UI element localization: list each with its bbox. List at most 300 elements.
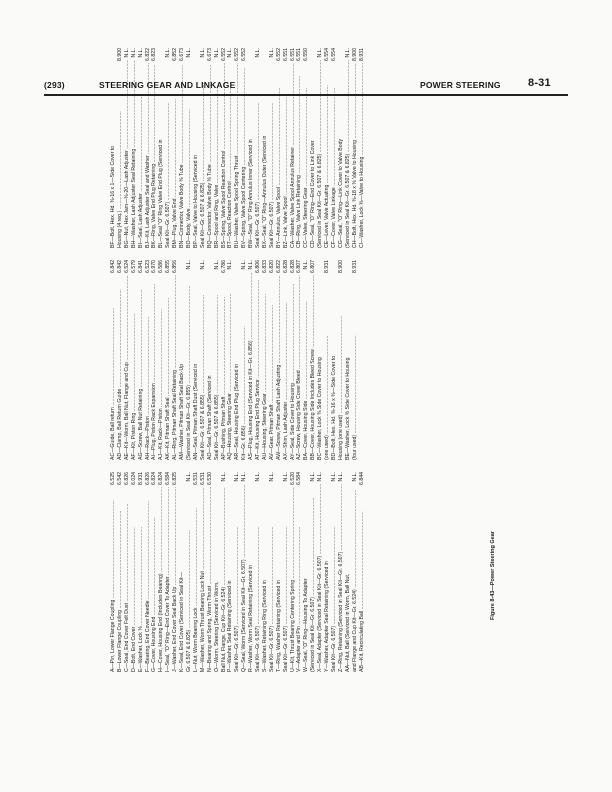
- figure-caption: Figure 8-43—Power Steering Gear: [490, 531, 496, 620]
- part-group-number: [324, 472, 331, 474]
- part-description: (one used) .....: [324, 275, 331, 460]
- parts-list-item: [179, 48, 186, 248]
- part-group-number: 6.552: [275, 48, 282, 61]
- parts-list-item: [303, 48, 310, 248]
- part-description: AG—Screw, Ball Nut Retaining .....: [138, 275, 145, 460]
- parts-list-item: [317, 260, 324, 460]
- part-group-number: N.L.: [213, 48, 220, 58]
- part-description: CA—Washer, Valve Spool Annulus Retainer .....: [290, 63, 297, 248]
- part-group-number: 6.551: [289, 48, 296, 61]
- part-group-number: N.L.: [123, 48, 130, 58]
- parts-list-item: [248, 260, 255, 460]
- part-description: BC—Washer, Lock ⅜ Side Cover to Housing: [317, 357, 324, 460]
- part-description: K—Seal, End Cover (Serviced in Seal Kit—: [179, 572, 186, 672]
- parts-list-item: [331, 472, 338, 672]
- parts-list-item: [193, 48, 200, 248]
- part-group-number: [338, 48, 345, 50]
- part-description: AI—Plug, Piston Rack Expansion .....: [151, 275, 158, 460]
- part-description: AV—Gear, Pitman Shaft .....: [269, 275, 276, 460]
- part-description: V—Adapter and Pin .....: [296, 487, 303, 672]
- part-group-number: N.L.: [213, 260, 220, 270]
- part-description: Housing (one used) .....: [338, 275, 345, 460]
- part-description: AC—Guide, Ball return .....: [110, 275, 117, 460]
- part-description: AN—Seal, Pitman Shaft Dust (Serviced in: [192, 363, 199, 460]
- part-description: CB—Ring, Valve Link Retaining .....: [296, 63, 303, 248]
- part-description: I—Seal, "O" Ring—End Cover To Adapter .....: [165, 487, 172, 672]
- parts-list-item: [138, 260, 145, 460]
- parts-list-item: [324, 260, 331, 460]
- parts-list-item: [255, 260, 262, 460]
- parts-list-item: [165, 260, 172, 460]
- part-group-number: N.L.: [130, 48, 137, 58]
- parts-list-item: [165, 472, 172, 672]
- part-description: AQ—Housing, Steering Gear .....: [227, 272, 234, 460]
- part-description: BO—Body, Valve .....: [186, 60, 193, 248]
- part-description: CI—Washer, Lock ⅜—Valve to Housing .....: [359, 63, 366, 248]
- part-group-number: 8.931: [137, 472, 144, 485]
- part-group-number: 6.551: [296, 48, 303, 61]
- part-description: and Flange and Cup Kit—Gr. 6.524) .....: [352, 484, 359, 672]
- parts-list-item: [214, 472, 221, 672]
- parts-list-item: [221, 260, 228, 460]
- part-description: P—Washer, Seal Retaining (Serviced in: [227, 580, 234, 672]
- part-group-number: N.L.: [234, 472, 241, 482]
- part-description: AM—Washer, Pitman Shaft Seal Back-Up: [179, 363, 186, 460]
- parts-list-item: [241, 472, 248, 672]
- parts-list-item: [331, 260, 338, 460]
- part-description: CC—Valve, Steering Gear .....: [303, 63, 310, 248]
- part-description: BD—Bolt, Hex. Hd. ⅜-16 x ⅜—Side Cover to: [331, 355, 337, 460]
- part-group-number: N.L.: [303, 260, 310, 270]
- parts-list-item: [227, 260, 234, 460]
- part-group-number: [345, 260, 352, 262]
- part-group-number: 6.552: [241, 48, 248, 61]
- parts-list-item: [276, 48, 283, 248]
- part-group-number: N.L.: [255, 472, 262, 482]
- part-description: M—Washer, Worm Thrust Bearing Lock Nut .....: [200, 487, 207, 672]
- parts-list-item: [303, 472, 310, 672]
- part-group-number: 6.842: [116, 260, 123, 273]
- part-description: Y—Washer, Adapter Seal Retaining (Serviced in: [324, 561, 331, 672]
- part-group-number: 6.807: [310, 260, 317, 273]
- part-description: G—Cover, Housing End .....: [151, 487, 158, 672]
- part-group-number: 6.841: [137, 260, 144, 273]
- part-group-number: N.L.: [137, 48, 144, 58]
- parts-list-item: [310, 48, 317, 248]
- part-group-number: 6.584: [296, 472, 303, 485]
- part-group-number: 6.970: [151, 260, 158, 273]
- part-group-number: 6.586: [158, 260, 165, 273]
- part-group-number: N.L.: [337, 472, 344, 482]
- part-group-number: [317, 260, 324, 262]
- part-description: Seal Kit—Gr. 6.507 & 6.825) .....: [200, 60, 207, 248]
- part-group-number: 6.822: [275, 260, 282, 273]
- part-group-number: [193, 260, 200, 262]
- parts-list-item: [296, 260, 303, 460]
- page-number: 8-31: [528, 77, 551, 89]
- parts-list-item: [234, 48, 241, 248]
- part-description: Z—Ring, Retaining (Serviced in Seal Kit—Gr. 6.507) .....: [338, 484, 345, 672]
- part-group-number: 6.554: [324, 48, 331, 61]
- parts-list-item: [331, 48, 338, 248]
- part-group-number: 8.900: [337, 260, 344, 273]
- parts-list-item: [352, 472, 359, 672]
- part-group-number: 6.786: [220, 260, 227, 273]
- parts-list-item: [338, 472, 345, 672]
- part-group-number: [262, 472, 269, 474]
- part-description: F—Bearing, End Cover Needle .....: [145, 487, 152, 672]
- parts-list-item: [262, 260, 269, 460]
- parts-column-3: [110, 48, 366, 248]
- part-group-number: 6.822: [144, 48, 151, 61]
- parts-list-item: [124, 48, 131, 248]
- part-group-number: 6.842: [110, 260, 116, 273]
- parts-list-item: [193, 472, 200, 672]
- part-description: C—Seal, End Cover Felt Dust .....: [124, 487, 131, 672]
- part-group-number: N.L.: [317, 472, 324, 482]
- parts-list-item: [200, 260, 207, 460]
- part-description: Seal Kit—Gr. 6.507) .....: [269, 484, 276, 672]
- part-description: D—Bolt, End Cover .....: [131, 487, 138, 672]
- part-description: Seal Kit—Gr. 6.507) .....: [255, 484, 262, 672]
- part-description: AR—Seal, Housing End Plug (Serviced in: [234, 363, 241, 460]
- parts-column-1: [110, 472, 366, 672]
- parts-list-item: [165, 48, 172, 248]
- part-description: Gr. 6.507 & 6.825) .....: [186, 484, 193, 672]
- parts-list-item: [227, 48, 234, 248]
- part-group-number: 6.833: [261, 260, 268, 273]
- part-group-number: 6.551: [282, 48, 289, 61]
- parts-list-item: [352, 260, 359, 460]
- part-description: BI—Seal, Lash Adjuster .....: [138, 60, 145, 248]
- part-group-number: [214, 472, 221, 474]
- parts-list-item: [207, 48, 214, 248]
- parts-list-item: [296, 472, 303, 672]
- parts-list-item: [310, 472, 317, 672]
- part-group-number: [262, 48, 269, 50]
- part-description: L—Nut, Worm Bearing Lock .....: [193, 487, 200, 672]
- part-description: AE—Kit—Worm, Ball Nut, Flange and Cup .....: [124, 275, 131, 460]
- part-description: BV—Spring, Valve Spool Centering .....: [241, 63, 248, 248]
- part-group-number: 6.828: [289, 260, 296, 273]
- part-description: J—Washer, End Cover Seal Back Up .....: [172, 487, 179, 672]
- part-group-number: 6.531: [192, 472, 199, 485]
- part-group-number: 6.855: [165, 260, 172, 273]
- part-description: S—Washer, Retaining Ring (Serviced in: [261, 580, 268, 672]
- part-description: N—Bearing and Spring, Worm Thrust .....: [207, 487, 214, 672]
- part-description: (Serviced in Seal Kit—Gr. 6.507 & 6.825) .....: [317, 60, 324, 248]
- part-description: U—Kit, Thrust Bearing Centering Spring .....: [290, 487, 297, 672]
- part-group-number: [193, 48, 200, 50]
- part-description: BH—Washer, Lash Adjuster Seal Retaining .....: [131, 60, 138, 248]
- part-group-number: 6.673: [179, 48, 186, 61]
- part-description: Seal Kit—Gr. 6.507) .....: [165, 60, 172, 248]
- part-description: AO—Seal, Pitman Shaft (Serviced in: [206, 375, 213, 460]
- parts-list-item: [283, 472, 290, 672]
- parts-list-item: [131, 260, 138, 460]
- parts-list-item: [290, 472, 297, 672]
- part-description: AH—Rack—Piston .....: [145, 275, 152, 460]
- part-group-number: N.L.: [268, 48, 275, 58]
- parts-list-item: [283, 48, 290, 248]
- part-group-number: [234, 260, 241, 262]
- parts-list-item: [276, 472, 283, 672]
- part-group-number: 6.542: [116, 472, 123, 485]
- part-description: BJ—Kit, Lash Adjuster Seal and Washer .....: [145, 63, 152, 248]
- part-description: O—Worm, Steering (Serviced in Worm,: [213, 581, 220, 672]
- part-group-number: 6.823: [151, 48, 158, 61]
- parts-list-item: [186, 472, 193, 672]
- parts-list-item: [151, 48, 158, 248]
- parts-list-item: [131, 48, 138, 248]
- part-group-number: N.L.: [185, 260, 192, 270]
- part-group-number: [276, 472, 283, 474]
- parts-list-item: [345, 48, 352, 248]
- part-group-number: 8.931: [358, 48, 365, 61]
- part-group-number: 8.931: [324, 260, 331, 273]
- parts-list-item: [345, 260, 352, 460]
- parts-list-item: [283, 260, 290, 460]
- part-description: AK—Kit, Pitman Shaft Seal .....: [165, 275, 172, 460]
- parts-list-item: [359, 48, 366, 248]
- part-description: (Serviced in Seal Kit—Gr. 6.507 & 6.825) .....: [345, 60, 352, 248]
- parts-list-item: [158, 472, 165, 672]
- part-group-number: 6.520: [289, 472, 296, 485]
- parts-list-item: [303, 260, 310, 460]
- part-group-number: 6.673: [206, 48, 213, 61]
- part-group-number: N.L.: [227, 260, 234, 270]
- parts-list-item: [234, 472, 241, 672]
- part-description: CH—Bolt, Hex. Hd. ⅜-18 x ⅜ Valve to Housing .....: [352, 63, 359, 248]
- part-group-number: [158, 48, 165, 50]
- parts-column-2: [110, 260, 359, 460]
- parts-list-item: [117, 48, 124, 248]
- part-group-number: 6.828: [282, 260, 289, 273]
- part-group-number: 6.852: [172, 48, 179, 61]
- part-description: Seal Kit—Gr. 6.507) .....: [283, 484, 290, 672]
- part-description: AJ—Kit, Rack—Piston .....: [158, 275, 165, 460]
- part-group-number: 8.931: [351, 260, 358, 273]
- part-description: AA—Nut, Ball (Serviced in Worm, Ball Nut,: [344, 573, 351, 672]
- chapter-title: STEERING GEAR AND LINKAGE: [99, 80, 236, 90]
- parts-list-item: [172, 472, 179, 672]
- parts-list-item: [290, 260, 297, 460]
- part-description: AL—Ring, Pitman Shaft Seal Retaining .....: [172, 275, 179, 460]
- part-group-number: 8.900: [351, 48, 358, 61]
- part-group-number: [310, 48, 317, 50]
- part-group-number: N.L.: [255, 48, 262, 58]
- parts-list-item: [234, 260, 241, 460]
- part-description: BZ—Link, Valve Spool .....: [283, 63, 290, 248]
- part-group-number: N.L.: [331, 472, 337, 482]
- part-description: CG—Seal, "O" Ring—Link Cover to Valve Body: [337, 138, 344, 248]
- part-description: CD—Seal, "O" Ring—End Cover to Link Cover: [310, 140, 317, 248]
- part-description: AW—Screw, Pitman Shaft Lash Adjusting .....: [276, 275, 283, 460]
- part-description: BR—Spool and Ring, Valve .....: [214, 60, 221, 248]
- parts-list-item: [248, 48, 255, 248]
- part-group-number: [227, 472, 234, 474]
- parts-list-item: [324, 48, 331, 248]
- parts-list-item: [262, 48, 269, 248]
- parts-list-item: [269, 48, 276, 248]
- part-description: E—Washer, Lock ⅜ .....: [138, 487, 145, 672]
- parts-list-item: [338, 48, 345, 248]
- part-description: AT—Kit, Housing End Plug Service .....: [255, 275, 262, 460]
- part-group-number: 6.524: [123, 260, 130, 273]
- section-title: POWER STEERING: [420, 80, 501, 90]
- parts-list-item: [131, 472, 138, 672]
- parts-list-item: [145, 48, 152, 248]
- parts-list-item: [172, 260, 179, 460]
- part-description: AU—Housing, Steering Gear .....: [262, 275, 269, 460]
- parts-list-item: [145, 260, 152, 460]
- part-description: Ball Nut, Flange, Cup Kit—Gr. 6.524) .....: [221, 484, 228, 672]
- parts-list-item: [138, 48, 145, 248]
- part-group-number: 6.807: [296, 260, 303, 273]
- parts-list-item: [151, 260, 158, 460]
- part-group-number: N.L.: [185, 48, 192, 58]
- part-group-number: N.L.: [199, 48, 206, 58]
- parts-list-item: [276, 260, 283, 460]
- part-group-number: 6.024: [130, 472, 137, 485]
- parts-list-item: [214, 48, 221, 248]
- parts-list-item: [193, 260, 200, 460]
- parts-list-item: [158, 48, 165, 248]
- parts-list-item: [172, 48, 179, 248]
- parts-list-item: [110, 472, 117, 672]
- parts-list-item: [227, 472, 234, 672]
- part-group-number: 6.523: [144, 260, 151, 273]
- parts-list-item: [124, 472, 131, 672]
- part-description: AY—Seal, Side Cover to Housing .....: [290, 275, 297, 460]
- parts-list-item: [359, 472, 366, 672]
- part-group-number: [331, 260, 338, 262]
- parts-list-item: [117, 260, 124, 460]
- part-group-number: N.L.: [220, 472, 227, 482]
- part-group-number: 6.550: [303, 48, 310, 61]
- parts-list-item: [310, 260, 317, 460]
- parts-list-item: [145, 472, 152, 672]
- parts-list-item: [352, 48, 359, 248]
- part-description: AX—Shim, Lash Adjuster .....: [283, 275, 290, 460]
- parts-list-item: [200, 472, 207, 672]
- part-description: BM—Plug, Valve End .....: [172, 63, 179, 248]
- part-group-number: [207, 260, 214, 262]
- part-group-number: N.L.: [241, 260, 248, 270]
- part-group-number: N.L.: [227, 48, 234, 58]
- parts-list-item: [207, 260, 214, 460]
- part-description: (four used) .....: [352, 275, 359, 460]
- part-description: T—Ring, Washer Retaining (Serviced in: [275, 580, 282, 672]
- parts-list-item: [214, 260, 221, 460]
- part-description: BG—Nut, Hex Jam—⅜-20—Lash Adjuster .....: [124, 60, 131, 248]
- part-description: BS—Spring, Valve Spool Reaction Control .....: [221, 63, 228, 248]
- part-description: A—Pin, Lower Flange Coupling .....: [110, 487, 117, 672]
- part-description: BF—Bolt, Hex. Hd. ⅜-16 x 1—Side Cover to: [110, 145, 116, 248]
- part-description: AZ—Screw, Housing Side Cover Bleed .....: [296, 275, 303, 460]
- parts-list-item: [317, 48, 324, 248]
- part-group-number: N.L.: [248, 260, 255, 270]
- parts-legend: [110, 32, 530, 672]
- part-group-number: [179, 472, 186, 474]
- part-description: R—Washer, Worm Seal Retaining (Serviced in: [248, 565, 255, 672]
- parts-list-item: [124, 260, 131, 460]
- part-group-number: [345, 472, 352, 474]
- part-description: W—Seal, "O" Ring—Housing To Adapter: [303, 578, 310, 672]
- part-group-number: N.L.: [241, 472, 248, 482]
- part-description: AB—Kit, Recirculating Ball .....: [359, 487, 366, 672]
- parts-list-item: [200, 48, 207, 248]
- part-description: Seal Kit—Gr. 6.507 & 6.855) .....: [200, 272, 207, 460]
- parts-list-item: [269, 472, 276, 672]
- part-group-number: 6.579: [130, 260, 137, 273]
- part-description: (Serviced in Seal Kit—Gr. 6.855) .....: [186, 272, 193, 460]
- parts-list-item: [324, 472, 331, 672]
- parts-list-item: [296, 48, 303, 248]
- parts-list-item: [338, 260, 345, 460]
- part-description: CF—Cover, Valve Linkage .....: [331, 63, 338, 248]
- part-description: AP—Bushing, Pitman Shaft .....: [221, 275, 228, 460]
- part-group-number: [248, 48, 255, 50]
- part-description: BQ—Connector, Valve Body ⅜ Tube .....: [207, 63, 214, 248]
- part-group-number: 6.554: [331, 48, 337, 61]
- parts-list-item: [186, 260, 193, 460]
- part-group-number: 6.525: [110, 472, 116, 485]
- part-description: BP—Seal, Valve to Housing (Serviced in: [192, 154, 199, 248]
- part-group-number: 6.844: [358, 472, 365, 485]
- part-group-number: N.L.: [317, 48, 324, 58]
- part-group-number: [248, 472, 255, 474]
- part-description: BB—Cover, Housing Side Includes Bleed Screw .....: [310, 275, 317, 460]
- part-group-number: [303, 472, 310, 474]
- part-description: AF—Kit, Piston Ring .....: [131, 275, 138, 460]
- parts-list-item: [117, 472, 124, 672]
- part-description: Seal Kit—Gr. 6.507) .....: [269, 60, 276, 248]
- part-group-number: N.L.: [344, 48, 351, 58]
- part-group-number: 6.820: [268, 260, 275, 273]
- parts-list-item: [290, 48, 297, 248]
- part-group-number: N.L.: [268, 472, 275, 482]
- parts-list-item: [151, 472, 158, 672]
- parts-list-item: [345, 472, 352, 672]
- parts-list-item: [110, 48, 117, 248]
- part-group-number: 6.826: [144, 472, 151, 485]
- part-group-number: 6.552: [220, 48, 227, 61]
- part-group-number: 6.824: [151, 472, 158, 485]
- parts-list-item: [241, 48, 248, 248]
- part-group-number: N.L.: [165, 48, 172, 58]
- part-description: Seal Kit—Gr. 6.507 & 6.855) .....: [214, 272, 221, 460]
- part-group-number: N.L.: [199, 260, 206, 270]
- part-description: Seal Kit—Gr. 6.507) .....: [234, 484, 241, 672]
- part-description: B—Lower Flange Coupling .....: [117, 487, 124, 672]
- part-group-number: 6.826: [123, 472, 130, 485]
- parts-list-item: [110, 260, 117, 460]
- part-group-number: [110, 48, 117, 50]
- part-group-number: [179, 260, 186, 262]
- part-group-number: N.L.: [351, 472, 358, 482]
- part-group-number: 6.856: [172, 260, 179, 273]
- part-group-number: 6.530: [206, 472, 213, 485]
- part-description: X—Seal, Adapter (Serviced in Seal Kit—Gr. 6.507) .....: [317, 484, 324, 672]
- part-description: Kit—Gr. 6.856) .....: [241, 272, 248, 460]
- parts-list-item: [317, 472, 324, 672]
- part-description: BK—Ring, Valve End Plug Retaining .....: [151, 63, 158, 248]
- part-group-number: N.L.: [310, 472, 317, 482]
- part-description: CE—Lever, Valve Actuating .....: [324, 63, 331, 248]
- part-description: Housing (4 req.) .....: [117, 63, 124, 248]
- part-description: BT—Spool, Reaction Control .....: [227, 60, 234, 248]
